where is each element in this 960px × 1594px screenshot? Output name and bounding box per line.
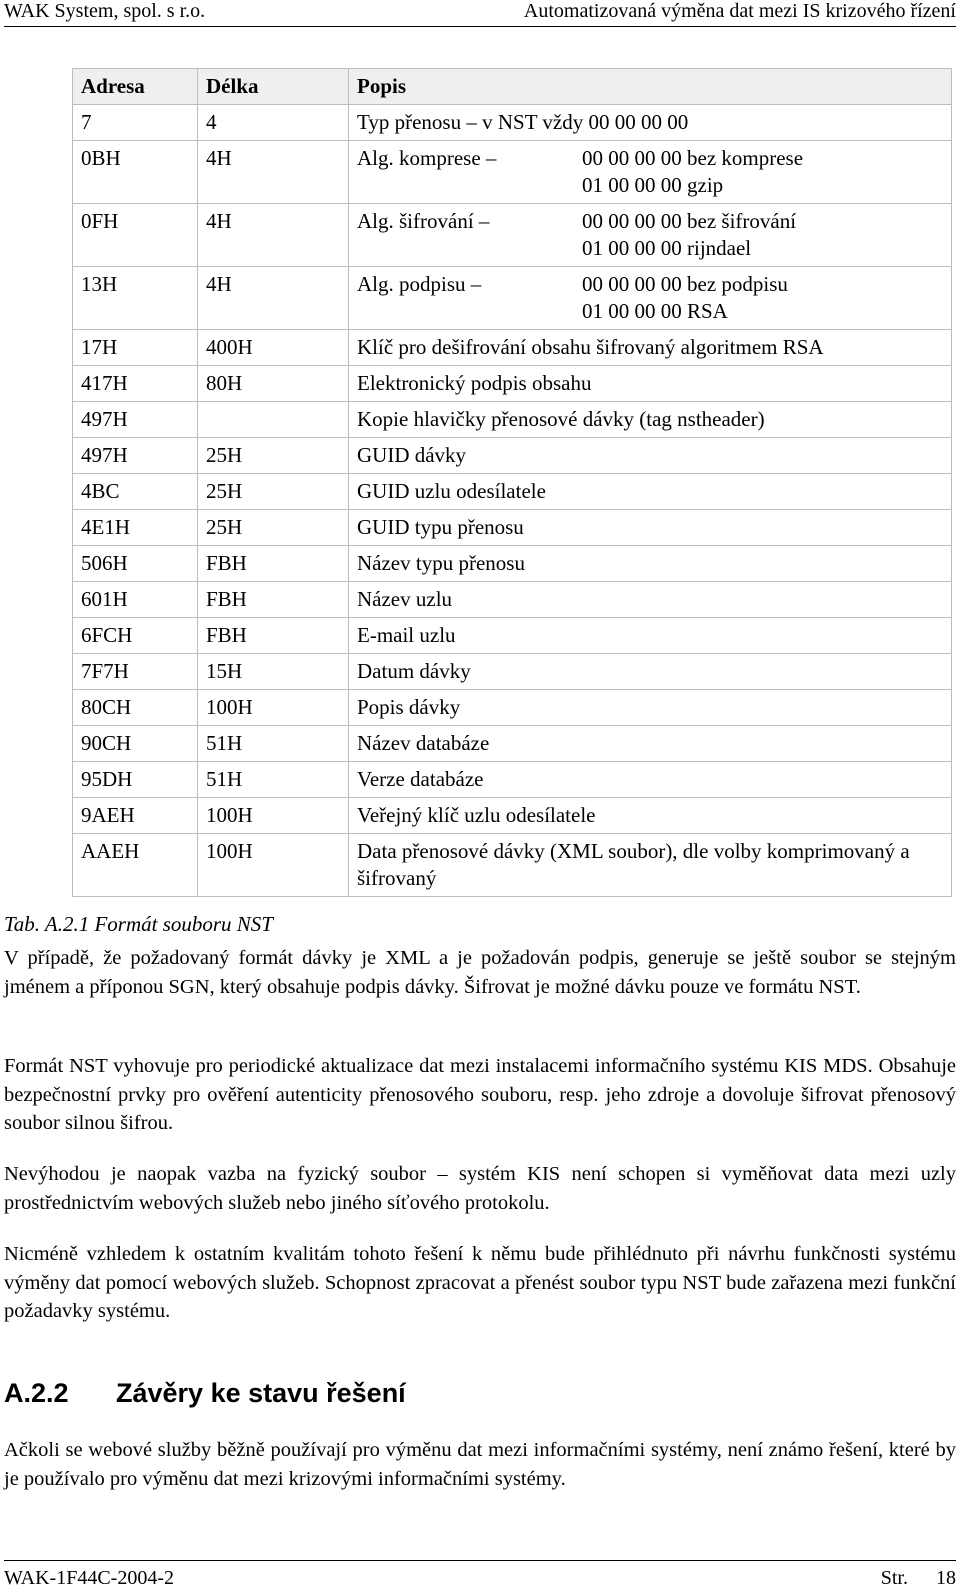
cell-address: 13H [73, 267, 198, 330]
table-row [73, 204, 952, 267]
cell-address: 7 [73, 105, 198, 141]
cell-description: Název uzlu [349, 582, 952, 618]
cell-length: 4 [198, 105, 349, 141]
cell-length: 25H [198, 510, 349, 546]
column-header-address: Adresa [73, 69, 198, 105]
page-header [4, 0, 956, 27]
table-row [73, 618, 952, 654]
cell-description: Název typu přenosu [349, 546, 952, 582]
cell-description: Datum dávky [349, 654, 952, 690]
cell-description: Elektronický podpis obsahu [349, 366, 952, 402]
cell-address: 506H [73, 546, 198, 582]
cell-description: GUID uzlu odesílatele [349, 474, 952, 510]
algorithm-name: Alg. komprese – [357, 146, 497, 170]
cell-description: Kopie hlavičky přenosové dávky (tag nstheader) [349, 402, 952, 438]
table-row [73, 474, 952, 510]
column-header-description: Popis [349, 69, 952, 105]
cell-description [349, 141, 952, 204]
cell-address: 0FH [73, 204, 198, 267]
cell-address: 601H [73, 582, 198, 618]
column-header-length: Délka [198, 69, 349, 105]
cell-address: 80CH [73, 690, 198, 726]
cell-address: 4BC [73, 474, 198, 510]
algorithm-options [582, 145, 803, 199]
cell-address: 417H [73, 366, 198, 402]
header-company: WAK System, spol. s r.o. [4, 0, 206, 22]
cell-description: Klíč pro dešifrování obsahu šifrovaný algoritmem RSA [349, 330, 952, 366]
cell-description: GUID dávky [349, 438, 952, 474]
section-number: A.2.2 [4, 1378, 69, 1408]
nst-format-table [72, 68, 952, 897]
header-document-title: Automatizovaná výměna dat mezi IS krizového řízení [523, 0, 956, 22]
cell-length: 80H [198, 366, 349, 402]
footer-page-label: Str. [880, 1567, 908, 1589]
cell-address: 497H [73, 402, 198, 438]
cell-address: 4E1H [73, 510, 198, 546]
footer-page-number: 18 [936, 1567, 956, 1589]
cell-length: 51H [198, 726, 349, 762]
cell-description: Popis dávky [349, 690, 952, 726]
section-title: Závěry ke stavu řešení [116, 1378, 406, 1408]
algorithm-option: 00 00 00 00 bez komprese [582, 146, 804, 170]
algorithm-options [582, 208, 796, 262]
cell-length: 100H [198, 690, 349, 726]
cell-address: AAEH [73, 834, 198, 897]
algorithm-options [582, 271, 788, 325]
cell-length: 400H [198, 330, 349, 366]
table-row [73, 438, 952, 474]
cell-description: Verze databáze [349, 762, 952, 798]
cell-description: Data přenosové dávky (XML soubor), dle volby komprimovaný a šifrovaný [349, 834, 952, 897]
cell-address: 6FCH [73, 618, 198, 654]
footer-page [853, 1567, 956, 1590]
table-row [73, 267, 952, 330]
cell-length: 100H [198, 798, 349, 834]
paragraph: V případě, že požadovaný formát dávky je XML a je požadován podpis, generuje se ještě soubor se stejným jménem a příponou SGN, který obsahuje podpis dávky. Šifrovat je možné dávku pouze ve formátu NST. [4, 947, 956, 998]
table-row [73, 582, 952, 618]
table-row [73, 726, 952, 762]
cell-length: 25H [198, 474, 349, 510]
algorithm-name: Alg. podpisu – [357, 272, 482, 296]
table-row [73, 105, 952, 141]
paragraph: Nevýhodou je naopak vazba na fyzický soubor – systém KIS není schopen si vyměňovat data mezi uzly prostřednictvím webových služeb nebo jiného síťového protokolu. [4, 1163, 956, 1214]
table-row [73, 834, 952, 897]
algorithm-option: 01 00 00 00 RSA [582, 299, 728, 323]
cell-length: FBH [198, 582, 349, 618]
cell-length: 100H [198, 834, 349, 897]
cell-description [349, 204, 952, 267]
paragraph: Nicméně vzhledem k ostatním kvalitám tohoto řešení k němu bude přihlédnuto při návrhu funkčnosti systému výměny dat pomocí webových služeb. Schopnost zpracovat a přenést soubor typu NST bude zařazena mezi funkční požadavky systému. [4, 1243, 956, 1322]
cell-description: GUID typu přenosu [349, 510, 952, 546]
paragraph: Formát NST vyhovuje pro periodické aktualizace dat mezi instalacemi informačního systému KIS MDS. Obsahuje bezpečnostní prvky pro ověření autenticity přenosového souboru, resp. jeho zdroje a dovoluje šifrovat přenosový soubor silnou šifrou. [4, 1055, 956, 1134]
cell-length: 25H [198, 438, 349, 474]
cell-address: 95DH [73, 762, 198, 798]
table-row [73, 330, 952, 366]
table-header-row [73, 69, 952, 105]
cell-address: 17H [73, 330, 198, 366]
table-row [73, 654, 952, 690]
cell-length: 4H [198, 267, 349, 330]
table-row [73, 141, 952, 204]
table-row [73, 510, 952, 546]
cell-description: Název databáze [349, 726, 952, 762]
footer-document-id: WAK-1F44C-2004-2 [4, 1567, 174, 1589]
cell-length [198, 402, 349, 438]
cell-length: 4H [198, 204, 349, 267]
cell-address: 9AEH [73, 798, 198, 834]
cell-description: E-mail uzlu [349, 618, 952, 654]
section-paragraph: Ačkoli se webové služby běžně používají pro výměnu dat mezi informačními systémy, není známo řešení, které by je používalo pro výměnu dat mezi krizovými informačními systémy. [4, 1439, 956, 1490]
algorithm-option: 01 00 00 00 gzip [582, 173, 724, 197]
cell-length: 4H [198, 141, 349, 204]
cell-description [349, 267, 952, 330]
cell-length: FBH [198, 546, 349, 582]
table-body [73, 105, 952, 897]
cell-address: 7F7H [73, 654, 198, 690]
table-row [73, 690, 952, 726]
cell-address: 90CH [73, 726, 198, 762]
cell-length: 15H [198, 654, 349, 690]
cell-length: 51H [198, 762, 349, 798]
cell-address: 0BH [73, 141, 198, 204]
table-row [73, 402, 952, 438]
algorithm-option: 01 00 00 00 rijndael [582, 236, 752, 260]
cell-description: Typ přenosu – v NST vždy 00 00 00 00 [349, 105, 952, 141]
algorithm-option: 00 00 00 00 bez šifrování [582, 209, 797, 233]
cell-address: 497H [73, 438, 198, 474]
table-row [73, 762, 952, 798]
page-footer [4, 1560, 956, 1589]
table-row [73, 366, 952, 402]
table-row [73, 546, 952, 582]
algorithm-option: 00 00 00 00 bez podpisu [582, 272, 788, 296]
cell-description: Veřejný klíč uzlu odesílatele [349, 798, 952, 834]
table-row [73, 798, 952, 834]
cell-length: FBH [198, 618, 349, 654]
algorithm-name: Alg. šifrování – [357, 209, 490, 233]
table-caption: Tab. A.2.1 Formát souboru NST [4, 912, 273, 936]
section-heading [4, 1378, 406, 1409]
